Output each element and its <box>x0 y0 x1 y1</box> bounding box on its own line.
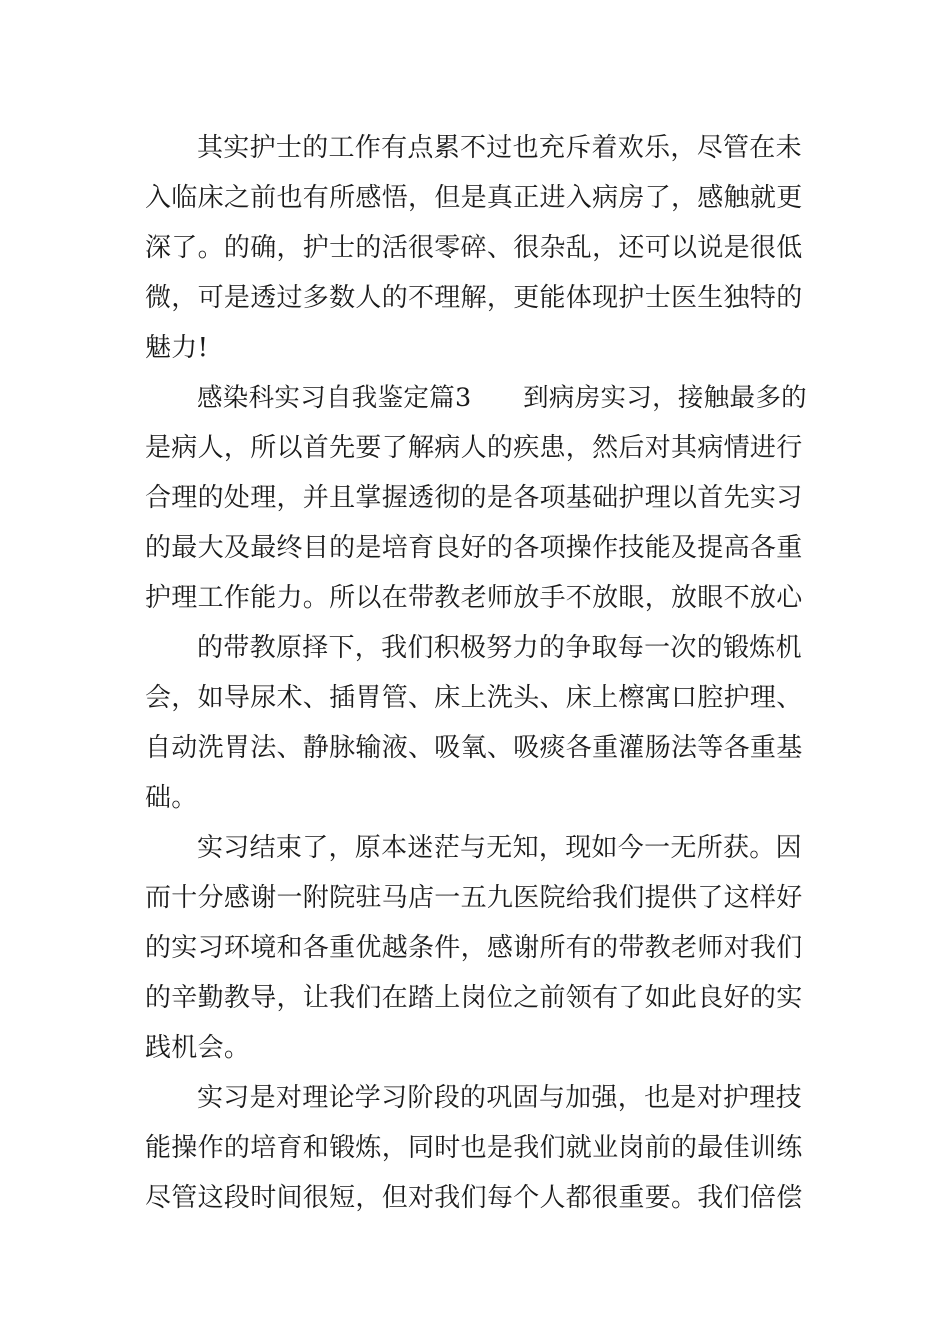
text-line: 深了。的确，护士的活很零碎、很杂乱，还可以说是很低 <box>145 233 803 263</box>
text-line: 尽管这段时间很短，但对我们每个人都很重要。我们倍偿 <box>145 1183 803 1213</box>
text-line: 的最大及最终目的是培育良好的各项操作技能及提高各重 <box>145 533 803 563</box>
text-line: 微，可是透过多数人的不理解，更能体现护士医生独特的 <box>145 283 803 313</box>
text-line: 而十分感谢一附院驻马店一五九医院给我们提供了这样好 <box>145 883 803 913</box>
text-line: 感染科实习自我鉴定篇3 到病房实习，接触最多的 <box>197 383 807 413</box>
text-line: 会，如导尿术、插胃管、床上洗头、床上檫寓口腔护理、 <box>145 683 803 713</box>
text-line: 践机会。 <box>145 1033 251 1063</box>
text-line: 是病人，所以首先要了解病人的疾患，然后对其病情进行 <box>145 433 803 463</box>
text-line: 的实习环境和各重优越条件，感谢所有的带教老师对我们 <box>145 933 803 963</box>
text-line: 实习结束了，原本迷茫与无知，现如今一无所获。因 <box>197 833 802 863</box>
text-line: 入临床之前也有所感悟，但是真正进入病房了，感触就更 <box>145 183 803 213</box>
text-line: 魅力! <box>145 333 209 363</box>
text-line: 的带教原择下，我们积极努力的争取每一次的锻炼机 <box>197 633 802 663</box>
text-line: 能操作的培育和锻炼，同时也是我们就业岗前的最佳训练 <box>145 1133 803 1163</box>
text-line: 实习是对理论学习阶段的巩固与加强，也是对护理技 <box>197 1083 802 1113</box>
text-line: 合理的处理，并且掌握透彻的是各项基础护理以首先实习 <box>145 483 803 513</box>
text-line: 护理工作能力。所以在带教老师放手不放眼，放眼不放心 <box>145 583 803 613</box>
text-line: 础。 <box>145 783 198 813</box>
text-line: 自动洗胃法、静脉输液、吸氧、吸痰各重灌肠法等各重基 <box>145 733 803 763</box>
text-line: 的辛勤教导，让我们在踏上岗位之前领有了如此良好的实 <box>145 983 803 1013</box>
text-line: 其实护士的工作有点累不过也充斥着欢乐，尽管在未 <box>197 133 802 163</box>
